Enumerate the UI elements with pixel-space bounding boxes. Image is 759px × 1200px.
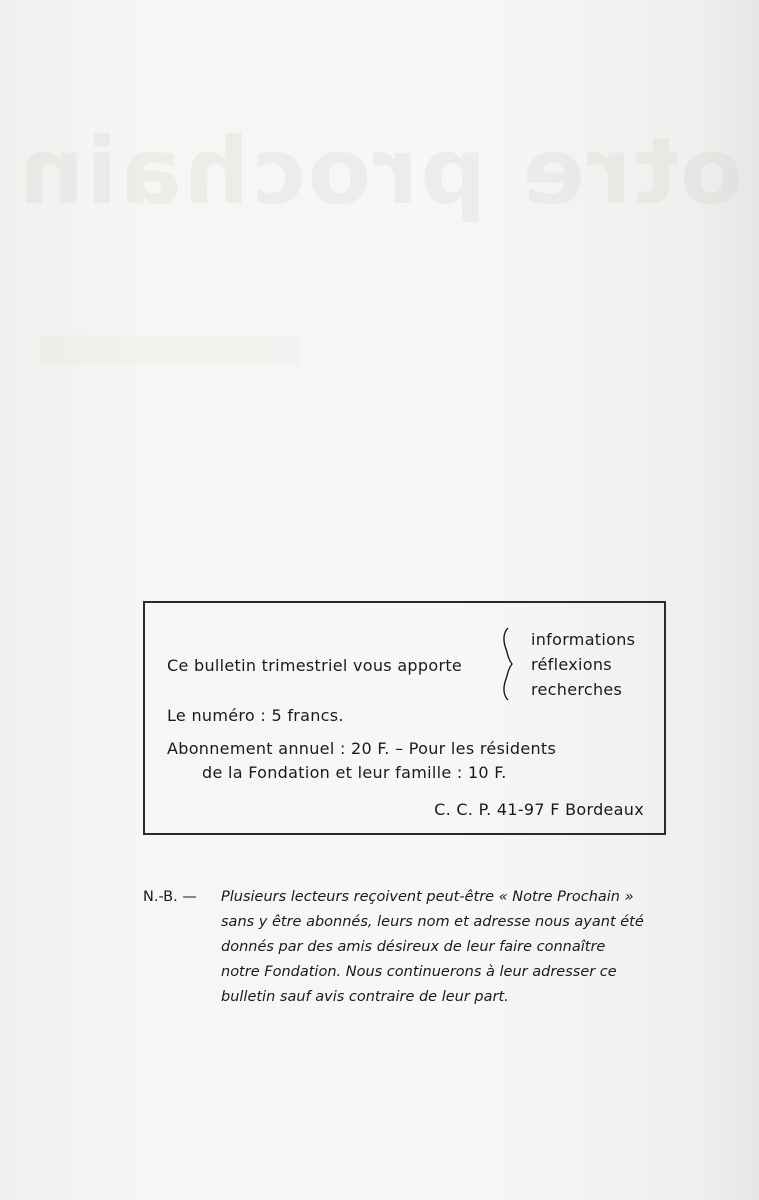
postal-account: C. C. P. 41-97 F Bordeaux (434, 800, 644, 819)
nota-bene-line: bulletin sauf avis contraire de leur part. (221, 989, 509, 1005)
bleed-through-title: otre prochain (16, 118, 744, 225)
bleed-through-subtitle (40, 335, 300, 365)
nota-bene-line: Plusieurs lecteurs reçoivent peut-être « Notre Prochain » (221, 889, 634, 905)
nota-bene-label: N.-B. — (143, 889, 197, 905)
brace-icon (500, 627, 516, 701)
nota-bene-line: notre Fondation. Nous continuerons à leur adresser ce (221, 964, 617, 980)
subscription-price-line-2: de la Fondation et leur famille : 10 F. (202, 763, 507, 782)
list-item: recherches (531, 680, 623, 699)
list-item: réflexions (531, 655, 612, 674)
nota-bene-line: donnés par des amis désireux de leur faire connaître (221, 939, 606, 955)
issue-price: Le numéro : 5 francs. (167, 706, 344, 725)
nota-bene-text (221, 885, 668, 1010)
nota-bene (143, 885, 668, 1010)
nota-bene-line: sans y être abonnés, leurs nom et adresse nous ayant été (221, 914, 644, 930)
bulletin-contents-list (531, 627, 635, 702)
list-item: informations (531, 630, 636, 649)
bulletin-intro: Ce bulletin trimestriel vous apporte (167, 656, 463, 675)
subscription-price-line-1: Abonnement annuel : 20 F. – Pour les résidents (167, 739, 557, 758)
subscription-box (143, 601, 666, 835)
